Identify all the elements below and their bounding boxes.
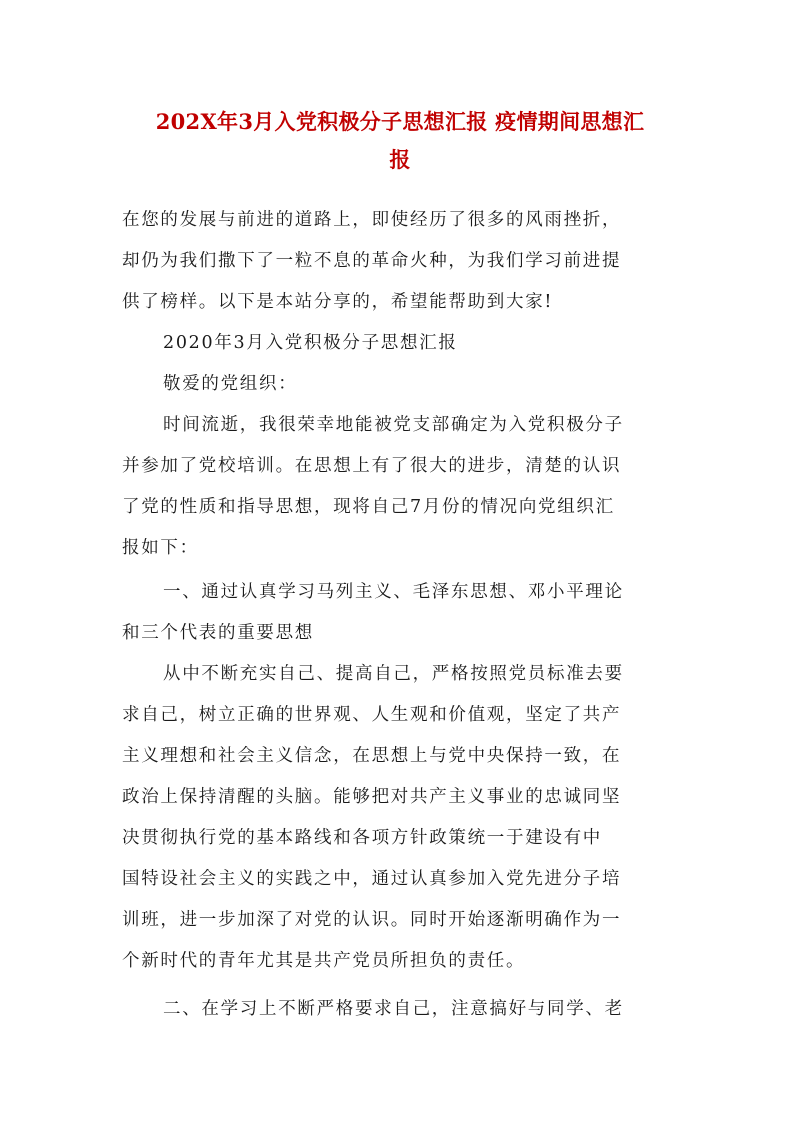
- paragraph-line-13: 求自己，树立正确的世界观、人生观和价值观，坚定了共产: [122, 705, 622, 725]
- paragraph-line-18: 训班，进一步加深了对党的认识。同时开始逐渐明确作为一: [122, 910, 622, 930]
- paragraph-line-4: 2020年3月入党积极分子思想汇报: [163, 333, 458, 353]
- document-title-line-1: 202X年3月入党积极分子思想汇报 疫情期间思想汇: [155, 109, 645, 134]
- paragraph-line-15: 政治上保持清醒的头脑。能够把对共产主义事业的忠诚同坚: [122, 787, 622, 807]
- paragraph-line-16: 决贯彻执行党的基本路线和各项方针政策统一于建设有中: [122, 828, 602, 848]
- paragraph-line-9: 报如下：: [122, 538, 199, 558]
- paragraph-line-11: 和三个代表的重要思想: [122, 623, 314, 643]
- paragraph-line-20: 二、在学习上不断严格要求自己，注意搞好与同学、老: [163, 999, 624, 1019]
- paragraph-line-17: 国特设社会主义的实践之中，通过认真参加入党先进分子培: [122, 869, 622, 889]
- document-title-line-2: 报: [389, 147, 411, 172]
- paragraph-line-10: 一、通过认真学习马列主义、毛泽东思想、邓小平理论: [163, 582, 624, 602]
- paragraph-line-19: 个新时代的青年尤其是共产党员所担负的责任。: [122, 951, 526, 971]
- paragraph-line-2: 却仍为我们撒下了一粒不息的革命火种，为我们学习前进提: [122, 251, 622, 271]
- paragraph-line-6: 时间流逝，我很荣幸地能被党支部确定为入党积极分子: [163, 415, 624, 435]
- paragraph-line-14: 主义理想和社会主义信念，在思想上与党中央保持一致，在: [122, 746, 622, 766]
- paragraph-line-5: 敬爱的党组织：: [163, 374, 298, 394]
- paragraph-line-8: 了党的性质和指导思想，现将自己7月份的情况向党组织汇: [122, 497, 615, 517]
- paragraph-line-12: 从中不断充实自己、提高自己，严格按照党员标准去要: [163, 664, 624, 684]
- paragraph-line-7: 并参加了党校培训。在思想上有了很大的进步，清楚的认识: [122, 456, 622, 476]
- paragraph-line-3: 供了榜样。以下是本站分享的，希望能帮助到大家!: [122, 292, 554, 312]
- paragraph-line-1: 在您的发展与前进的道路上，即使经历了很多的风雨挫折，: [122, 210, 622, 230]
